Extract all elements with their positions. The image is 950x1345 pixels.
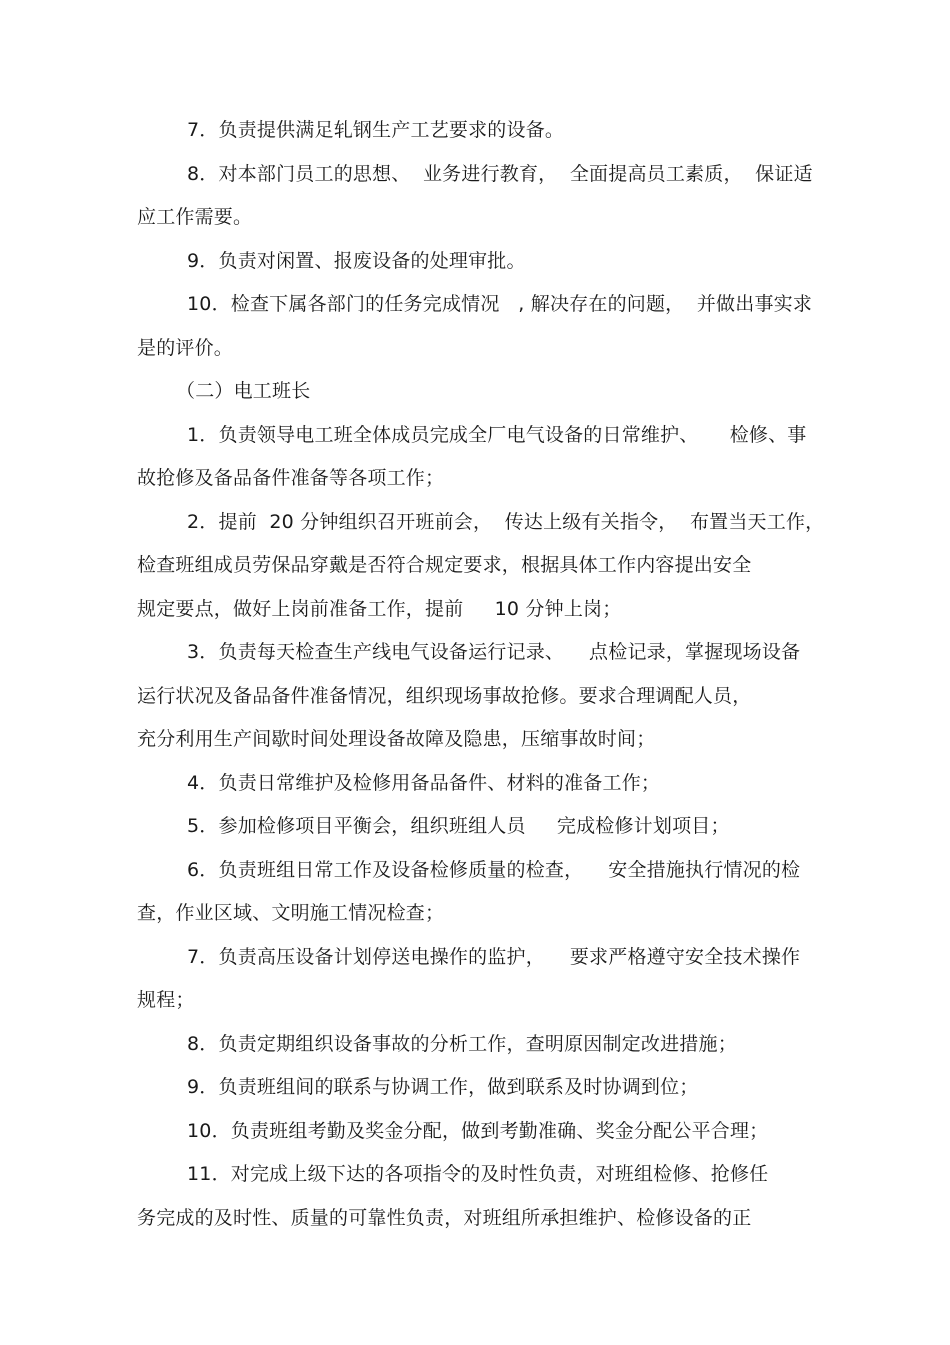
paragraph-line: 是的评价。 [137,337,234,359]
paragraph-line: 9．负责对闲置、报废设备的处理审批。 [187,250,526,272]
paragraph-line: 7．负责提供满足轧钢生产工艺要求的设备。 [187,119,565,141]
paragraph-line: 应工作需要。 [137,206,253,228]
paragraph-line: 充分利用生产间歇时间处理设备故障及隐患，压缩事故时间； [137,728,656,750]
paragraph-line: 9．负责班组间的联系与协调工作，做到联系及时协调到位； [187,1076,699,1098]
paragraph-line: 7．负责高压设备计划停送电操作的监护， 要求严格遵守安全技术操作 [187,946,801,968]
paragraph-line: 8．对本部门员工的思想、 业务进行教育， 全面提高员工素质， 保证适 [187,163,813,185]
paragraph-line: 11．对完成上级下达的各项指令的及时性负责，对班组检修、抢修任 [187,1163,769,1185]
paragraph-line: 6．负责班组日常工作及设备检修质量的检查， 安全措施执行情况的检 [187,859,801,881]
paragraph-line: 4．负责日常维护及检修用备品备件、材料的准备工作； [187,772,661,794]
section-heading: （二）电工班长 [176,380,311,402]
paragraph-line: 10．负责班组考勤及奖金分配，做到考勤准确、奖金分配公平合理； [187,1120,769,1142]
paragraph-line: 8．负责定期组织设备事故的分析工作，查明原因制定改进措施； [187,1033,737,1055]
paragraph-line: 1．负责领导电工班全体成员完成全厂电气设备的日常维护、 检修、事 [187,424,807,446]
paragraph-line: 检查班组成员劳保品穿戴是否符合规定要求，根据具体工作内容提出安全 [137,554,752,576]
paragraph-line: 10．检查下属各部门的任务完成情况 , 解决存在的问题， 并做出事实求 [187,293,813,315]
paragraph-line: 务完成的及时性、质量的可靠性负责，对班组所承担维护、检修设备的正 [137,1207,752,1229]
paragraph-line: 规程； [137,989,195,1011]
paragraph-line: 2．提前 20 分钟组织召开班前会， 传达上级有关指令， 布置当天工作， [187,511,825,533]
paragraph-line: 5．参加检修项目平衡会，组织班组人员 完成检修计划项目； [187,815,730,837]
paragraph-line: 故抢修及备品备件准备等各项工作； [137,467,445,489]
paragraph-line: 3．负责每天检查生产线电气设备运行记录、 点检记录，掌握现场设备 [187,641,801,663]
paragraph-line: 运行状况及备品备件准备情况，组织现场事故抢修。要求合理调配人员， [137,685,752,707]
paragraph-line: 规定要点，做好上岗前准备工作，提前 10 分钟上岗； [137,598,622,620]
paragraph-line: 查，作业区域、文明施工情况检查； [137,902,445,924]
